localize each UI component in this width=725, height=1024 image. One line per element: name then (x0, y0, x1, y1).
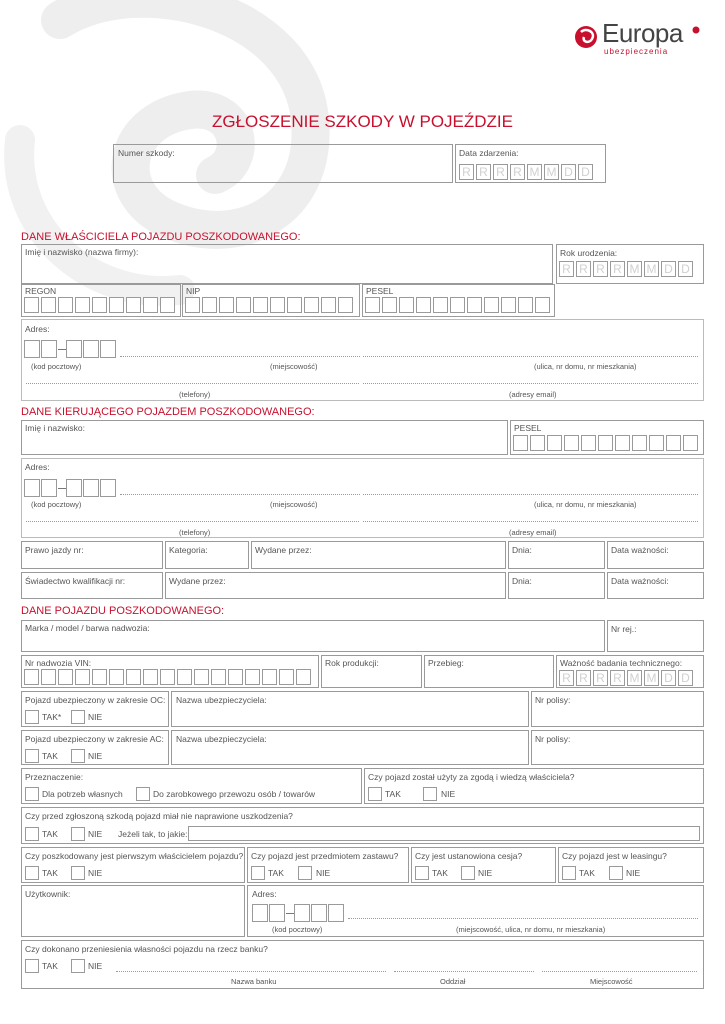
input-cell[interactable] (100, 340, 116, 358)
input-cell[interactable] (252, 904, 268, 922)
prior-damage-label: Czy przed zgłoszoną szkodą pojazd miał nie naprawione uszkodzenia? (25, 811, 293, 821)
ac-insurer-label: Nazwa ubezpieczyciela: (176, 734, 267, 744)
bank-branch-line[interactable] (394, 971, 534, 972)
damage-no-label: NIE (88, 829, 103, 839)
pledge-yes-checkbox[interactable] (251, 866, 265, 880)
damage-no-checkbox[interactable] (71, 827, 85, 841)
input-cell[interactable] (530, 435, 545, 451)
input-cell[interactable] (126, 669, 141, 685)
driver-name-label: Imię i nazwisko: (25, 423, 85, 433)
input-cell[interactable]: D (678, 670, 693, 686)
claim-number-field[interactable] (113, 144, 453, 183)
date-cell: R (510, 164, 525, 180)
incident-date-label: Data zdarzenia: (459, 148, 519, 158)
bank-no-checkbox[interactable] (71, 959, 85, 973)
date-cell: M (644, 261, 659, 277)
leasing-no-label: NIE (626, 868, 641, 878)
damage-yes-label: TAK (42, 829, 58, 839)
license-validity-field[interactable] (607, 541, 704, 569)
input-cell[interactable] (236, 297, 251, 313)
date-cell: R (593, 261, 608, 277)
if-yes-label: Jeżeli tak, to jakie: (118, 829, 188, 839)
driver-postal-code-cells[interactable] (24, 479, 57, 497)
input-cell[interactable] (41, 297, 56, 313)
owner-phone-line[interactable] (26, 383, 359, 384)
date-cell: M (544, 164, 559, 180)
first-owner-yes-checkbox[interactable] (25, 866, 39, 880)
input-cell[interactable] (185, 297, 200, 313)
input-cell[interactable] (433, 297, 448, 313)
input-cell[interactable] (304, 297, 319, 313)
input-cell[interactable] (262, 669, 277, 685)
postal-dash (58, 488, 66, 489)
input-cell[interactable] (75, 669, 90, 685)
license-date-label: Dnia: (512, 545, 532, 555)
first-owner-label: Czy poszkodowany jest pierwszym właścicielem pojazdu? (25, 851, 244, 861)
user-postal-code-cells-2[interactable] (294, 904, 344, 922)
certificate-validity-field[interactable] (607, 572, 704, 599)
own-needs-label: Dla potrzeb własnych (42, 789, 123, 799)
postal-code-caption: (kod pocztowy) (272, 925, 323, 934)
prior-damage-field (21, 807, 704, 844)
owner-birth-year-label: Rok urodzenia: (560, 248, 618, 258)
leasing-yes-label: TAK (579, 868, 595, 878)
driver-pesel-field[interactable] (510, 420, 704, 455)
driver-address-block (21, 458, 704, 538)
date-cell: D (678, 261, 693, 277)
cession-no-label: NIE (478, 868, 493, 878)
license-issued-by-field[interactable] (251, 541, 506, 569)
date-cell: R (459, 164, 474, 180)
user-address-field (247, 885, 704, 937)
input-cell[interactable] (321, 297, 336, 313)
input-cell[interactable] (24, 340, 40, 358)
input-cell[interactable] (92, 297, 107, 313)
logo-mark-icon (572, 24, 600, 50)
claim-number-label: Numer szkody: (118, 148, 175, 158)
certificate-date-field[interactable] (508, 572, 605, 599)
license-number-field[interactable] (21, 541, 163, 569)
ac-policy-field[interactable] (531, 730, 704, 765)
input-cell[interactable] (92, 669, 107, 685)
date-cell: R (610, 261, 625, 277)
consent-yes-label: TAK (385, 789, 401, 799)
regon-label: REGON (25, 286, 57, 296)
owner-section-header: DANE WŁAŚCICIELA POJAZDU POSZKODOWANEGO: (21, 231, 301, 243)
bank-branch-caption: Oddział (440, 977, 466, 986)
page-title: ZGŁOSZENIE SZKODY W POJEŹDZIE (211, 112, 513, 131)
nip-cells[interactable] (185, 297, 353, 313)
mileage-field[interactable] (424, 655, 554, 688)
mileage-label: Przebieg: (428, 658, 464, 668)
input-cell[interactable] (245, 669, 260, 685)
input-cell[interactable] (296, 669, 311, 685)
oc-no-label: NIE (88, 712, 103, 722)
ac-policy-label: Nr polisy: (535, 734, 571, 744)
phone-caption: (telefony) (179, 528, 211, 537)
input-cell[interactable] (294, 904, 310, 922)
input-cell[interactable] (615, 435, 630, 451)
regon-cells[interactable] (24, 297, 175, 313)
inspection-validity-label: Ważność badania technicznego: (560, 658, 683, 668)
input-cell[interactable] (513, 435, 528, 451)
driver-address-label: Adres: (25, 462, 50, 472)
owner-name-field[interactable] (21, 244, 553, 284)
certificate-date-label: Dnia: (512, 576, 532, 586)
owner-street-line[interactable] (363, 356, 698, 357)
postal-dash (58, 349, 66, 350)
input-cell[interactable] (194, 669, 209, 685)
input-cell[interactable]: R (593, 670, 608, 686)
input-cell[interactable] (547, 435, 562, 451)
commercial-label: Do zarobkowego przewozu osób / towarów (153, 789, 316, 799)
inspection-date-cells[interactable] (559, 670, 693, 686)
oc-yes-checkbox[interactable] (25, 710, 39, 724)
input-cell[interactable] (143, 297, 158, 313)
input-cell[interactable]: R (559, 670, 574, 686)
owner-birth-year-cells[interactable] (559, 261, 693, 277)
incident-date-cells[interactable] (459, 164, 593, 180)
input-cell[interactable] (450, 297, 465, 313)
postal-code-caption: (kod pocztowy) (31, 500, 82, 509)
license-issued-by-label: Wydane przez: (255, 545, 312, 555)
bank-transfer-field (21, 940, 704, 989)
input-cell[interactable] (126, 297, 141, 313)
input-cell[interactable] (328, 904, 344, 922)
input-cell[interactable] (100, 479, 116, 497)
input-cell[interactable]: D (661, 670, 676, 686)
bank-city-caption: Miejscowość (590, 977, 633, 986)
driver-city-line[interactable] (120, 494, 360, 495)
pledge-field (247, 847, 409, 883)
ac-insurance-field (21, 730, 169, 765)
license-date-field[interactable] (508, 541, 605, 569)
certificate-issued-by-field[interactable] (165, 572, 506, 599)
cession-yes-label: TAK (432, 868, 448, 878)
owner-birth-year-field[interactable] (556, 244, 704, 284)
input-cell[interactable] (24, 297, 39, 313)
input-cell[interactable] (83, 340, 99, 358)
full-address-caption: (miejscowość, ulica, nr domu, nr mieszkania) (456, 925, 606, 934)
input-cell[interactable] (467, 297, 482, 313)
leasing-label: Czy pojazd jest w leasingu? (562, 851, 667, 861)
input-cell[interactable] (202, 297, 217, 313)
input-cell[interactable]: M (627, 670, 642, 686)
registration-number-field[interactable] (607, 620, 704, 652)
date-cell: M (627, 261, 642, 277)
bank-yes-checkbox[interactable] (25, 959, 39, 973)
license-validity-label: Data ważności: (611, 545, 669, 555)
vehicle-section-header: DANE POJAZDU POSZKODOWANEGO: (21, 605, 225, 617)
inspection-validity-field[interactable] (556, 655, 704, 688)
cession-yes-checkbox[interactable] (415, 866, 429, 880)
damage-yes-checkbox[interactable] (25, 827, 39, 841)
oc-insurer-label: Nazwa ubezpieczyciela: (176, 695, 267, 705)
postal-code-caption: (kod pocztowy) (31, 362, 82, 371)
production-year-field[interactable] (321, 655, 422, 688)
bank-transfer-label: Czy dokonano przeniesienia własności pojazdu na rzecz banku? (25, 944, 268, 954)
oc-insurance-field (21, 691, 169, 727)
input-cell[interactable] (109, 669, 124, 685)
driver-email-line[interactable] (363, 521, 698, 522)
input-cell[interactable] (338, 297, 353, 313)
input-cell[interactable] (501, 297, 516, 313)
ac-label: Pojazd ubezpieczony w zakresie AC: (25, 734, 164, 744)
input-cell[interactable] (382, 297, 397, 313)
bank-yes-label: TAK (42, 961, 58, 971)
date-cell: D (661, 261, 676, 277)
cession-label: Czy jest ustanowiona cesja? (415, 851, 523, 861)
license-number-label: Prawo jazdy nr: (25, 545, 84, 555)
bank-name-caption: Nazwa banku (231, 977, 277, 986)
input-cell[interactable] (66, 479, 82, 497)
certificate-number-field[interactable] (21, 572, 163, 599)
input-cell[interactable]: R (610, 670, 625, 686)
pledge-label: Czy pojazd jest przedmiotem zastawu? (251, 851, 399, 861)
email-caption: (adresy email) (509, 390, 557, 399)
input-cell[interactable] (484, 297, 499, 313)
input-cell[interactable] (287, 297, 302, 313)
oc-label: Pojazd ubezpieczony w zakresie OC: (25, 695, 166, 705)
input-cell[interactable] (564, 435, 579, 451)
input-cell[interactable] (24, 479, 40, 497)
pledge-no-label: NIE (316, 868, 331, 878)
bank-name-line[interactable] (116, 971, 386, 972)
oc-insurer-field[interactable] (171, 691, 529, 727)
certificate-validity-label: Data ważności: (611, 576, 669, 586)
date-cell: R (559, 261, 574, 277)
company-logo (572, 18, 702, 60)
owner-postal-code-cells-2[interactable] (66, 340, 116, 358)
leasing-yes-checkbox[interactable] (562, 866, 576, 880)
input-cell[interactable] (219, 297, 234, 313)
input-cell[interactable] (279, 669, 294, 685)
input-cell[interactable] (160, 297, 175, 313)
postal-dash (286, 913, 294, 914)
input-cell[interactable] (75, 297, 90, 313)
owner-email-line[interactable] (363, 383, 698, 384)
input-cell[interactable] (632, 435, 647, 451)
user-address-line[interactable] (348, 918, 698, 919)
vin-label: Nr nadwozia VIN: (25, 658, 92, 668)
first-owner-no-label: NIE (88, 868, 103, 878)
leasing-no-checkbox[interactable] (609, 866, 623, 880)
input-cell[interactable] (649, 435, 664, 451)
user-field[interactable] (21, 885, 245, 937)
driver-name-field[interactable] (21, 420, 508, 455)
driver-pesel-label: PESEL (514, 423, 542, 433)
input-cell[interactable] (598, 435, 613, 451)
input-cell[interactable] (269, 904, 285, 922)
nip-label: NIP (186, 286, 201, 296)
city-caption: (miejscowość) (270, 362, 318, 371)
input-cell[interactable] (160, 669, 175, 685)
purpose-field (21, 768, 362, 804)
input-cell[interactable] (24, 669, 39, 685)
driver-pesel-cells[interactable] (513, 435, 698, 451)
license-category-field[interactable] (165, 541, 249, 569)
bank-city-line[interactable] (542, 971, 697, 972)
pesel-label: PESEL (366, 286, 394, 296)
oc-no-checkbox[interactable] (71, 710, 85, 724)
ac-no-checkbox[interactable] (71, 749, 85, 763)
input-cell[interactable] (41, 340, 57, 358)
leasing-field (558, 847, 704, 883)
certificate-issued-by-label: Wydane przez: (169, 576, 226, 586)
ac-no-label: NIE (88, 751, 103, 761)
input-cell[interactable] (177, 669, 192, 685)
owner-consent-label: Czy pojazd został użyty za zgodą i wiedzą właściciela? (368, 772, 575, 782)
driver-postal-code-cells-2[interactable] (66, 479, 116, 497)
owner-name-label: Imię i nazwisko (nazwa firmy): (25, 247, 139, 257)
owner-consent-field (364, 768, 704, 804)
input-cell[interactable] (66, 340, 82, 358)
input-cell[interactable] (228, 669, 243, 685)
oc-policy-label: Nr polisy: (535, 695, 571, 705)
input-cell[interactable] (416, 297, 431, 313)
own-needs-checkbox[interactable] (25, 787, 39, 801)
registration-number-label: Nr rej.: (611, 624, 637, 634)
owner-nip-field[interactable] (182, 284, 360, 317)
street-caption: (ulica, nr domu, nr mieszkania) (534, 500, 637, 509)
logo-name: Europa (602, 18, 683, 48)
input-cell[interactable] (83, 479, 99, 497)
input-cell[interactable] (109, 297, 124, 313)
pesel-cells[interactable] (365, 297, 550, 313)
production-year-label: Rok produkcji: (325, 658, 379, 668)
first-owner-no-checkbox[interactable] (71, 866, 85, 880)
city-caption: (miejscowość) (270, 500, 318, 509)
consent-no-label: NIE (441, 789, 456, 799)
input-cell[interactable] (365, 297, 380, 313)
logo-dot-icon (692, 26, 700, 34)
pledge-no-checkbox[interactable] (298, 866, 312, 880)
input-cell[interactable] (535, 297, 550, 313)
input-cell[interactable]: R (576, 670, 591, 686)
input-cell[interactable] (41, 479, 57, 497)
oc-policy-field[interactable] (531, 691, 704, 727)
certificate-number-label: Świadectwo kwalifikacji nr: (25, 576, 126, 586)
input-cell[interactable] (211, 669, 226, 685)
owner-regon-field[interactable] (21, 284, 181, 317)
input-cell[interactable] (58, 297, 73, 313)
input-cell[interactable] (270, 297, 285, 313)
owner-address-block (21, 319, 704, 401)
oc-yes-label: TAK* (42, 712, 62, 722)
street-caption: (ulica, nr domu, nr mieszkania) (534, 362, 637, 371)
input-cell[interactable] (518, 297, 533, 313)
input-cell[interactable]: M (644, 670, 659, 686)
consent-no-checkbox[interactable] (423, 787, 437, 801)
cession-field (411, 847, 556, 883)
user-postal-code-cells[interactable] (252, 904, 285, 922)
input-cell[interactable] (253, 297, 268, 313)
ac-yes-label: TAK (42, 751, 58, 761)
first-owner-field (21, 847, 245, 883)
input-cell[interactable] (399, 297, 414, 313)
vin-cells[interactable] (24, 669, 311, 685)
damage-description-input[interactable] (188, 826, 700, 841)
first-owner-yes-label: TAK (42, 868, 58, 878)
consent-yes-checkbox[interactable] (368, 787, 382, 801)
ac-insurer-field[interactable] (171, 730, 529, 765)
vin-field[interactable] (21, 655, 319, 688)
driver-section-header: DANE KIERUJĄCEGO POJAZDEM POSZKODOWANEGO: (21, 406, 315, 418)
purpose-label: Przeznaczenie: (25, 772, 84, 782)
date-cell: D (561, 164, 576, 180)
ac-yes-checkbox[interactable] (25, 749, 39, 763)
license-category-label: Kategoria: (169, 545, 208, 555)
pledge-yes-label: TAK (268, 868, 284, 878)
driver-phone-line[interactable] (26, 521, 359, 522)
commercial-checkbox[interactable] (136, 787, 150, 801)
owner-address-label: Adres: (25, 324, 50, 334)
input-cell[interactable] (683, 435, 698, 451)
date-cell: R (493, 164, 508, 180)
cession-no-checkbox[interactable] (461, 866, 475, 880)
email-caption: (adresy email) (509, 528, 557, 537)
user-address-label: Adres: (252, 889, 277, 899)
input-cell[interactable] (311, 904, 327, 922)
vehicle-make-field[interactable] (21, 620, 605, 652)
date-cell: M (527, 164, 542, 180)
date-cell: R (576, 261, 591, 277)
owner-postal-code-cells[interactable] (24, 340, 57, 358)
input-cell[interactable] (58, 669, 73, 685)
owner-pesel-field[interactable] (362, 284, 555, 317)
input-cell[interactable] (581, 435, 596, 451)
input-cell[interactable] (41, 669, 56, 685)
vehicle-make-label: Marka / model / barwa nadwozia: (25, 623, 150, 633)
user-label: Użytkownik: (25, 889, 71, 899)
incident-date-field[interactable] (455, 144, 606, 183)
owner-city-line[interactable] (120, 356, 360, 357)
logo-subtitle: ubezpieczenia (604, 47, 669, 56)
phone-caption: (telefony) (179, 390, 211, 399)
date-cell: D (578, 164, 593, 180)
input-cell[interactable] (666, 435, 681, 451)
date-cell: R (476, 164, 491, 180)
input-cell[interactable] (143, 669, 158, 685)
bank-no-label: NIE (88, 961, 103, 971)
driver-street-line[interactable] (363, 494, 698, 495)
